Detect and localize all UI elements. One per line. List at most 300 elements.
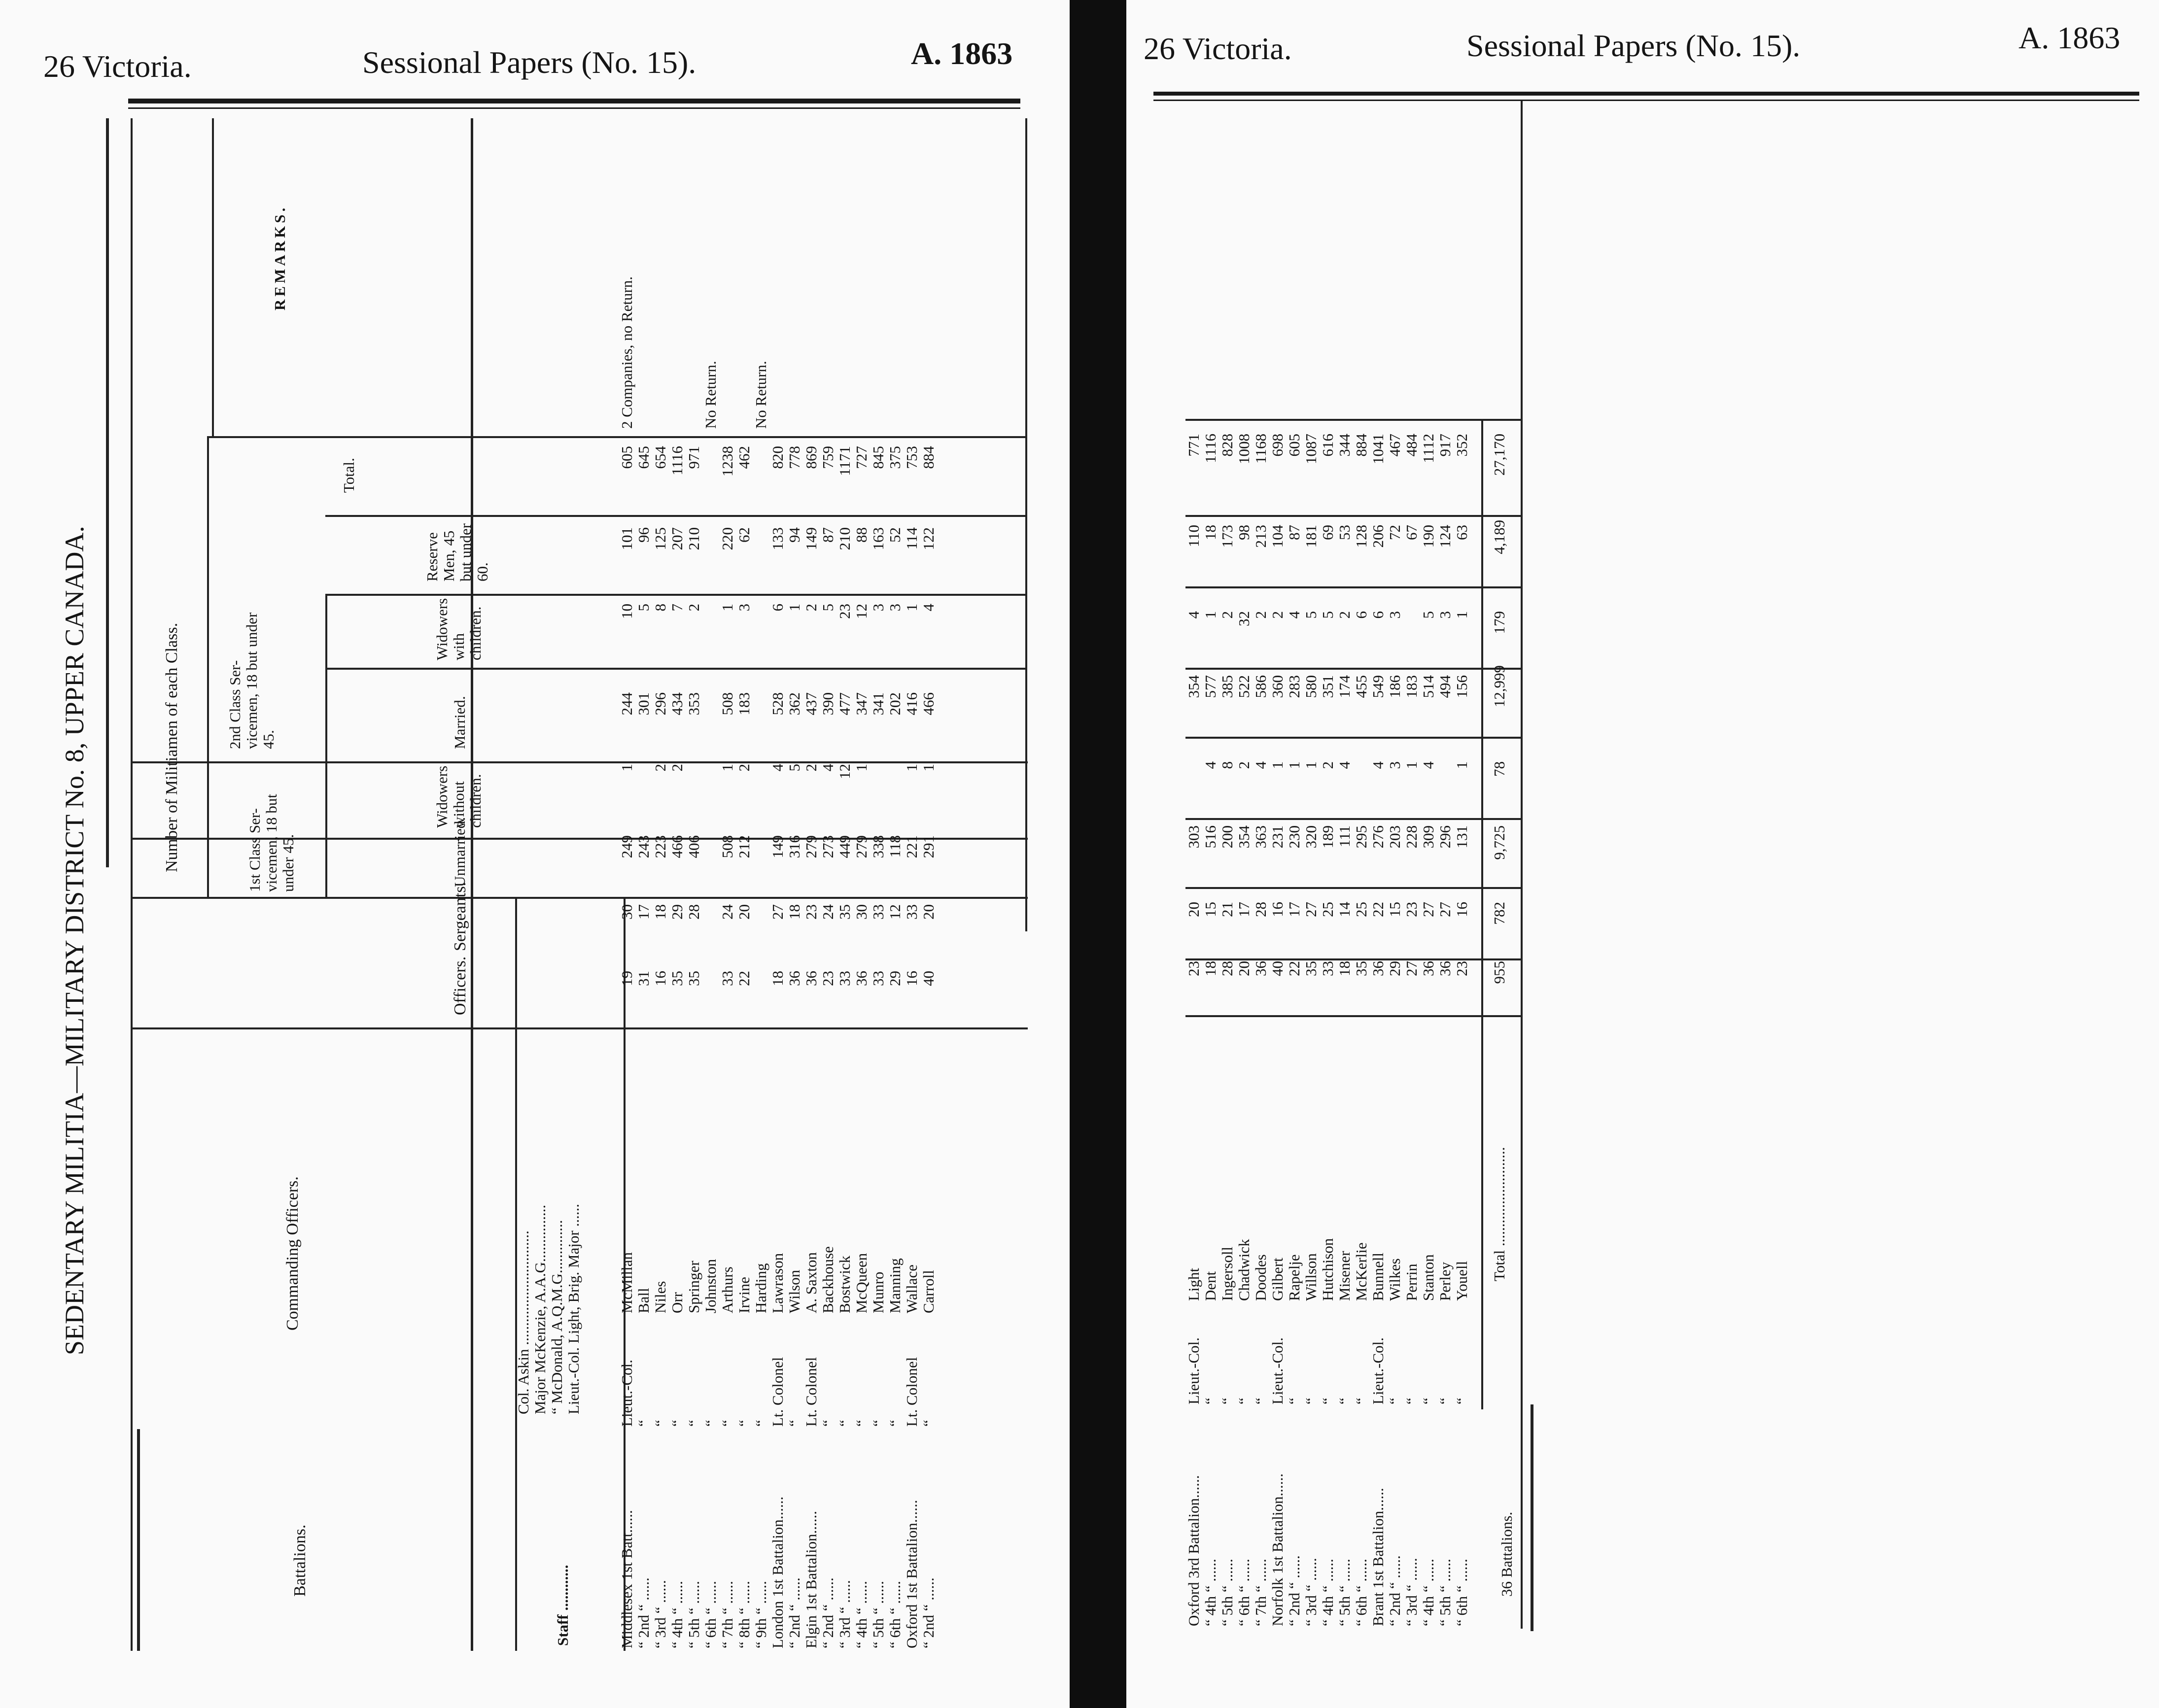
table-cell: 23 [1403,902,1420,917]
table-cell: 466 [668,835,686,858]
table-cell: 33 [719,971,736,986]
left-rank-column [619,1318,937,1427]
table-cell: 243 [635,835,652,858]
table-cell: London 1st Battalion...... [769,1496,786,1648]
table-cell: 210 [836,527,853,550]
table-cell: 820 [769,446,786,469]
table-cell [753,527,769,586]
table-cell: 3 [735,604,753,612]
right-widowers-with-column [1185,611,1470,665]
table-cell: 173 [1219,525,1236,548]
table-cell: 25 [1319,902,1336,917]
table-cell [702,692,719,752]
table-cell: 5 [1420,611,1437,619]
table-cell [753,971,769,1025]
table-cell: 35 [685,971,702,986]
table-cell: 869 [802,446,820,469]
table-cell: 19 [618,971,635,986]
table-cell: 52 [886,527,904,543]
table-cell: Light [1185,1267,1202,1301]
table-cell: 1116 [1202,434,1219,463]
table-cell: Lawrason [769,1253,786,1313]
table-cell: 36 [786,971,803,986]
table-cell: 101 [618,527,635,550]
table-cell: 220 [719,527,736,550]
header-first-class: 1st Class Ser-vicemen, 18 but under 45. [246,794,297,892]
header-divider [131,118,133,1651]
table-cell: Irvine [735,1276,753,1313]
table-cell: “ 2nd “ ...... [819,1577,836,1648]
table-cell: 125 [652,527,669,550]
table-cell: 276 [1369,825,1387,849]
table-cell: “ 2nd “ ...... [786,1577,803,1648]
table-cell: 390 [819,692,836,716]
table-cell [836,197,853,429]
table-cell: 884 [1353,434,1370,457]
table-cell [702,971,719,1025]
table-cell: “ [652,1420,669,1427]
table-cell: “ [1353,1398,1370,1404]
table-cell: 1 [903,604,920,612]
right-page [1126,0,2159,1708]
table-cell: Harding [752,1263,769,1313]
table-cell: 522 [1235,675,1253,698]
table-left-border-2 [137,1429,140,1651]
table-cell: Springer [685,1261,702,1313]
right-married-column [1185,675,1470,734]
table-cell: “ [1202,1398,1219,1404]
table-cell: 35 [668,971,686,986]
table-cell: 3 [870,604,887,612]
table-cell: Oxford 1st Battalion...... [903,1500,920,1648]
table-cell: 4 [769,764,786,772]
table-cell: “ 7th “ ...... [719,1581,736,1648]
table-cell: 8 [1219,761,1236,769]
table-cell: Oxford 3rd Battalion...... [1185,1475,1202,1626]
table-cell: “ [819,1420,836,1427]
table-cell: 221 [903,835,920,858]
table-cell: “ 6th “ ...... [886,1581,904,1648]
table-cell: “ [1336,1398,1353,1404]
table-cell: 2 [735,764,753,772]
table-cell: 114 [903,527,920,550]
table-cell: 303 [1185,825,1202,849]
table-cell: 174 [1336,675,1353,698]
table-cell: 516 [1202,825,1219,849]
table-cell: 577 [1202,675,1219,698]
table-cell: 1238 [719,446,736,477]
right-header-title: Sessional Papers (No. 15). [1466,28,1801,63]
table-cell: 33 [1319,961,1336,976]
table-cell: 1168 [1252,434,1269,464]
table-cell: 455 [1353,675,1370,698]
left-officers-column [619,971,937,1025]
table-cell: 514 [1420,675,1437,698]
table-cell: 1 [920,764,937,772]
table-cell: 190 [1420,525,1437,548]
left-sergeants-column [619,904,937,958]
table-cell: 18 [786,904,803,920]
left-header-rule [128,99,1020,103]
table-cell: 508 [719,692,736,716]
table-cell: 375 [886,446,904,469]
table-cell [753,604,769,658]
totals-officers: 955 [1491,961,1508,984]
table-cell: “ [702,1420,719,1427]
table-cell: 362 [786,692,803,716]
table-cell: “ 5th “ ...... [870,1581,887,1648]
table-cell: 181 [1302,525,1320,548]
table-cell: 27 [1436,902,1454,917]
table-cell: Perley [1436,1262,1454,1301]
left-remarks-column [619,197,937,429]
table-cell: 33 [870,904,887,920]
table-cell: 1 [618,764,635,772]
table-cell: 416 [903,692,920,716]
table-cell: Lieut.-Col. [1369,1337,1387,1404]
right-battalion-column [1185,1409,1470,1626]
table-cell: 183 [1403,675,1420,698]
table-cell: “ 5th “ ...... [685,1581,702,1648]
table-cell: 549 [1369,675,1387,698]
table-cell: 698 [1269,434,1286,457]
table-cell: 18 [1336,961,1353,976]
table-cell: “ [786,1420,803,1427]
table-cell: Lieut.-Col. [1185,1337,1202,1404]
table-cell: 917 [1436,434,1454,457]
header-battalions: Battalions. [291,1524,309,1597]
table-cell: 1 [1269,761,1286,769]
table-cell: 2 [1252,611,1269,619]
table-cell: Dent [1202,1271,1219,1301]
table-cell [1437,761,1454,816]
table-cell: “ 6th “ ...... [1353,1559,1370,1626]
table-cell: 1008 [1235,434,1253,464]
table-cell [786,197,803,429]
table-cell: 3 [886,604,904,612]
table-cell: “ 3rd “ ...... [836,1580,853,1648]
table-cell: 434 [668,692,686,716]
table-cell: “ 9th “ ...... [752,1581,769,1648]
table-cell: “ [1436,1398,1454,1404]
table-cell [904,197,920,429]
left-married-column [619,692,937,752]
table-cell: Ball [635,1288,652,1313]
table-cell: “ 2nd “ ...... [635,1577,652,1648]
table-cell: 884 [920,446,937,469]
right-sergeants-column [1185,902,1470,956]
table-cell: 291 [920,835,937,858]
totals-battalions: 36 Battalions. [1498,1511,1515,1597]
table-cell: “ 4th “ ...... [1202,1559,1219,1626]
table-cell: 31 [635,971,652,986]
table-cell: “ [1319,1398,1336,1404]
table-cell: “ 4th “ ...... [1319,1559,1336,1626]
table-cell: 23 [819,971,836,986]
table-cell: “ [735,1420,753,1427]
table-cell: “ 6th “ ...... [702,1581,719,1648]
table-left-border [106,118,109,867]
table-cell: 3 [1436,611,1454,619]
table-cell: 1 [853,764,870,772]
table-cell: 17 [1286,902,1303,917]
table-cell: 654 [652,446,669,469]
table-cell: 15 [1386,902,1403,917]
totals-total: 27,170 [1491,434,1508,476]
table-cell: 2 Companies, no Return. [618,276,635,429]
table-cell: Brant 1st Battalion...... [1369,1488,1387,1626]
table-cell: 33 [870,971,887,986]
table-cell: 778 [786,446,803,469]
table-cell: Backhouse [819,1246,836,1313]
table-cell: 508 [719,835,736,858]
table-cell: “ [920,1420,937,1427]
table-cell [702,904,719,958]
staff-officer: Lieut.-Col. Light, Brig. Major ...... [565,1203,582,1414]
table-cell: McMillan [618,1252,635,1313]
table-cell: Middlesex 1st Batt...... [618,1510,635,1648]
table-cell: 36 [802,971,820,986]
table-cell: 62 [735,527,753,543]
right-total-column [1185,434,1470,512]
table-cell: 3 [1386,761,1403,769]
table-cell: 354 [1185,675,1202,698]
table-cell: 4 [1420,761,1437,769]
table-cell: Lt. Colonel [802,1357,820,1427]
table-cell: 616 [1319,434,1336,457]
totals-rule [1481,419,1483,1409]
table-cell: 16 [652,971,669,986]
table-cell: 1 [719,604,736,612]
table-cell: 23 [1185,961,1202,976]
table-cell: Perrin [1403,1264,1420,1301]
table-cell: 1 [1403,761,1420,769]
table-cell: 228 [1403,825,1420,849]
table-cell: 406 [685,835,702,858]
table-cell: Hutchison [1319,1238,1336,1301]
table-cell [920,197,937,429]
right-header-rule [1153,92,2139,96]
table-cell: Chadwick [1235,1239,1253,1301]
table-cell: 18 [769,971,786,986]
table-cell: 12 [853,604,870,619]
right-rank-column [1185,1306,1470,1404]
header-total: Total. [340,457,357,493]
table-cell: 22 [1369,902,1387,917]
table-cell: Lt. Colonel [903,1357,920,1427]
table-cell: 727 [853,446,870,469]
table-cell: 528 [769,692,786,716]
table-cell: Niles [652,1281,669,1313]
table-cell: Bunnell [1369,1252,1387,1301]
table-cell: 104 [1269,525,1286,548]
table-cell: 244 [618,692,635,716]
table-cell: 124 [1436,525,1454,548]
table-cell: 353 [685,692,702,716]
table-cell: 12 [886,904,904,920]
table-cell: 6 [769,604,786,612]
table-cell [702,764,719,818]
table-cell: 15 [1202,902,1219,917]
table-cell: 2 [1336,611,1353,619]
table-cell: 320 [1302,825,1320,849]
table-cell: 30 [618,904,635,920]
table-cell: 24 [719,904,736,920]
totals-married: 12,999 [1491,665,1508,708]
table-cell: 2 [685,604,702,612]
staff-officer: “ McDonald, A.Q.M.G.............. [548,1220,565,1414]
table-cell: 580 [1302,675,1320,698]
table-cell: 466 [920,692,937,716]
table-cell: 1 [1286,761,1303,769]
header-married: Married. [451,696,468,749]
table-cell: 1112 [1420,434,1437,463]
table-cell: Ingersoll [1219,1246,1236,1301]
header-officers: Officers. [451,956,469,1015]
table-cell: 28 [1219,961,1236,976]
table-cell: 5 [786,764,803,772]
table-cell: 1116 [668,446,686,476]
table-cell: “ 5th “ ...... [1436,1559,1454,1626]
table-cell: 231 [1269,825,1286,849]
table-cell: 437 [802,692,820,716]
left-total-column [619,446,937,505]
table-cell [753,904,769,958]
table-cell: 212 [735,835,753,858]
table-cell: Norfolk 1st Battalion...... [1269,1473,1286,1626]
table-cell: 18 [652,904,669,920]
table-cell: 586 [1252,675,1269,698]
table-cell: Orr [668,1292,686,1313]
table-cell: 4 [1202,761,1219,769]
table-cell: 279 [853,835,870,858]
table-cell: Rapelje [1286,1254,1303,1301]
binding-gutter [1070,0,1126,1708]
table-cell: Willson [1302,1253,1320,1301]
table-cell: 2 [668,764,686,772]
table-cell: 87 [819,527,836,543]
table-cell: 449 [836,835,853,858]
table-cell: 29 [668,904,686,920]
table-cell: 605 [1286,434,1303,457]
table-cell: 4 [1185,611,1202,619]
table-cell: 477 [836,692,853,716]
header-bottom-rule [471,118,473,1651]
table-cell: 27 [1420,902,1437,917]
table-cell: “ 7th “ ...... [1252,1559,1269,1626]
table-cell: “ 8th “ ...... [735,1581,753,1648]
right-header-year: A. 1863 [2019,20,2121,55]
table-cell: 16 [1453,902,1470,917]
table-cell: 111 [1336,825,1353,848]
table-cell [702,446,719,505]
table-cell: “ 4th “ ...... [668,1581,686,1648]
table-cell: 20 [920,904,937,920]
table-cell: 87 [1286,525,1303,540]
table-cell: 69 [1319,525,1336,540]
table-cell: 131 [1453,825,1470,849]
table-cell: 8 [652,604,669,612]
table-cell: “ [668,1420,686,1427]
header-commanding-officers: Commanding Officers. [283,1176,302,1331]
table-cell: 347 [853,692,870,716]
table-cell: 5 [1302,611,1320,619]
table-cell [753,764,769,818]
table-cell: 1171 [836,446,853,476]
table-cell: “ 5th “ ...... [1219,1559,1236,1626]
table-cell: 273 [819,835,836,858]
table-cell: 351 [1319,675,1336,698]
table-cell: 5 [1319,611,1336,619]
table-cell: 2 [1235,761,1253,769]
header-number-group: Number of Militiamen of each Class. [163,622,181,872]
table-cell: 163 [870,527,887,550]
table-cell: 6 [1369,611,1387,619]
table-cell: 279 [802,835,820,858]
table-cell: “ [635,1420,652,1427]
table-cell: “ [836,1420,853,1427]
table-cell: 2 [802,604,820,612]
header-reserve: Reserve Men, 45 but under 60. [423,523,491,581]
table-cell: “ 5th “ ...... [1336,1559,1353,1626]
table-cell [753,446,769,505]
right-unmarried-column [1185,825,1470,885]
table-cell: 25 [1353,902,1370,917]
table-cell [702,604,719,658]
table-cell: 295 [1353,825,1370,849]
table-cell: 2 [652,764,669,772]
table-cell: Gilbert [1269,1258,1286,1301]
table-cell: Lieut.-Col. [1269,1337,1286,1404]
table-cell: 484 [1403,434,1420,457]
table-cell: 1 [1202,611,1219,619]
table-cell: 33 [903,904,920,920]
table-cell: 354 [1235,825,1253,849]
table-cell: 213 [1252,525,1269,548]
table-cell: 16 [903,971,920,986]
right-officers-column [1185,961,1470,1013]
table-cell: No Return. [702,361,719,429]
left-header-session: 26 Victoria. [43,49,192,84]
table-cell: 20 [1185,902,1202,917]
table-cell: Misener [1336,1251,1353,1301]
table-cell: Johnston [702,1259,719,1313]
table-cell: 128 [1353,525,1370,548]
table-cell: 206 [1369,525,1387,548]
header-widowers-with: Widowers with children. [433,598,484,660]
table-cell: 72 [1386,525,1403,540]
table-cell [753,692,769,752]
table-cell: “ [870,1420,887,1427]
table-cell: 6 [1353,611,1370,619]
table-cell: 828 [1219,434,1236,457]
table-cell: 230 [1286,825,1303,849]
table-cell: No Return. [752,361,769,429]
table-cell: “ 3rd “ ...... [1302,1558,1320,1626]
table-cell: 1 [1453,611,1470,619]
table-cell: 20 [735,904,753,920]
table-cell: 20 [1235,961,1253,976]
table-cell: 18 [1202,525,1219,540]
table-cell: 4 [1369,761,1387,769]
table-cell: 1 [1453,761,1470,769]
table-cell: 296 [1436,825,1454,849]
table-cell: 36 [853,971,870,986]
table-cell [870,764,887,818]
table-cell: A. Saxton [802,1252,820,1313]
table-cell: Lieut.-Col. [618,1359,635,1427]
table-cell: 462 [735,446,753,469]
